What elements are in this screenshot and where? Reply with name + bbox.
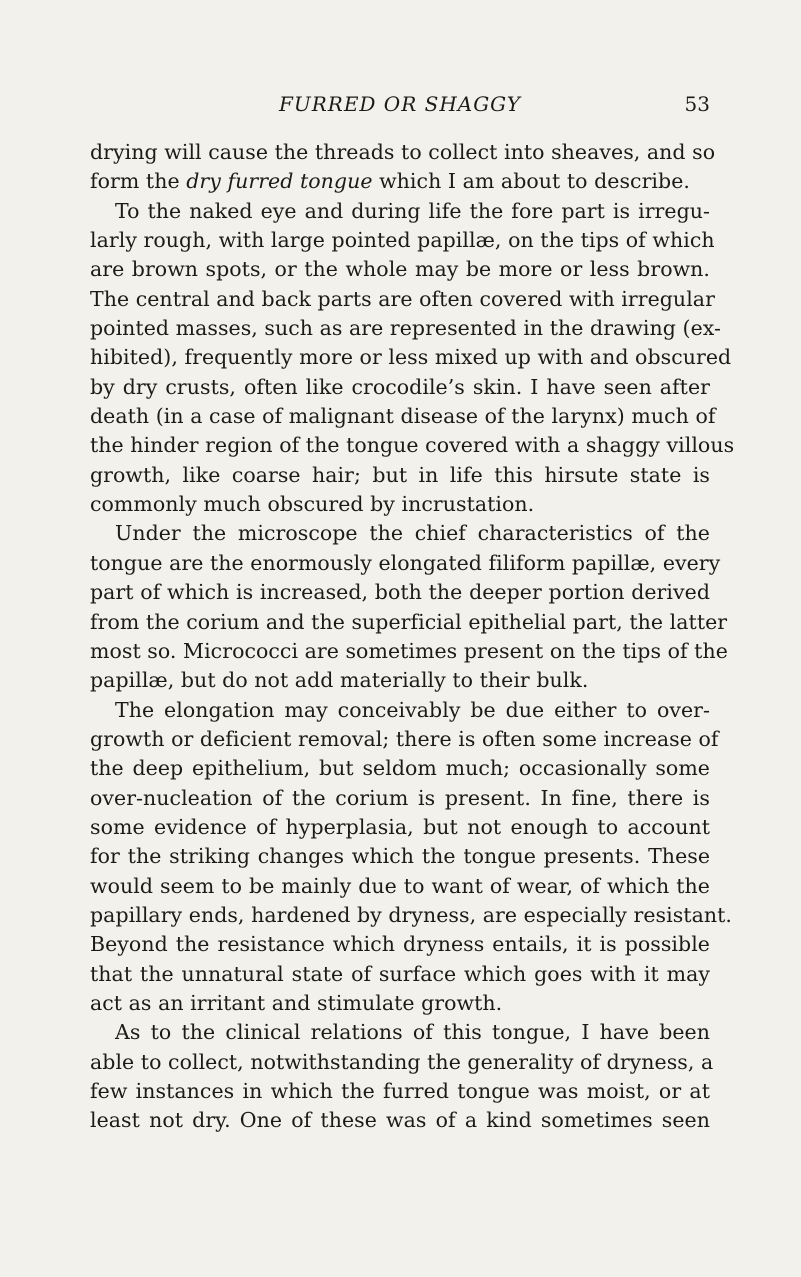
text-line: growth or deficient removal; there is often some increase of xyxy=(90,726,719,751)
text-line: by dry crusts, often like crocodile’s skin. I have seen after xyxy=(90,374,710,399)
text-line: death (in a case of malignant disease of the larynx) much of xyxy=(90,404,716,429)
text-line: for the striking changes which the tongue presents. These xyxy=(90,844,710,869)
body-text xyxy=(90,138,735,1136)
page-number: 53 xyxy=(684,92,710,116)
text-line: papillæ, but do not add materially to their bulk. xyxy=(90,668,589,693)
text-line: As to the clinical relations of this tongue, I have been xyxy=(115,1020,710,1045)
text-line: hibited), frequently more or less mixed up with and obscured xyxy=(90,345,732,370)
text-line: papillary ends, hardened by dryness, are especially resistant. xyxy=(90,902,732,927)
text-line: Beyond the resistance which dryness entails, it is possible xyxy=(90,932,710,957)
text-line: form the dry furred tongue which I am about to describe. xyxy=(90,169,690,194)
running-head xyxy=(90,92,710,122)
text-line: the deep epithelium, but seldom much; occasionally some xyxy=(90,756,710,781)
text-line: Under the microscope the chief characteristics of the xyxy=(115,521,710,546)
text-line: act as an irritant and stimulate growth. xyxy=(90,990,503,1015)
text-line: most so. Micrococci are sometimes present on the tips of the xyxy=(90,638,728,663)
text-line: over-nucleation of the corium is present. In fine, there is xyxy=(90,785,710,810)
text-line: growth, like coarse hair; but in life this hirsute state is xyxy=(90,462,710,487)
text-line: The elongation may conceivably be due either to over- xyxy=(115,697,710,722)
text-line: part of which is increased, both the deeper portion derived xyxy=(90,580,710,605)
text-line: able to collect, notwithstanding the generality of dryness, a xyxy=(90,1049,714,1074)
italic-phrase: dry furred tongue xyxy=(186,169,373,194)
text-line: few instances in which the furred tongue was moist, or at xyxy=(90,1079,710,1103)
text-line: larly rough, with large pointed papillæ, on the tips of which xyxy=(90,228,715,253)
text-line: To the naked eye and during life the fore part is irregu- xyxy=(115,198,710,223)
text-line: the hinder region of the tongue covered with a shaggy villous xyxy=(90,433,735,458)
text-line: least not dry. One of these was of a kind sometimes seen xyxy=(90,1108,710,1133)
text-line: drying will cause the threads to collect into sheaves, and so xyxy=(90,140,716,164)
text-line: The central and back parts are often covered with irregular xyxy=(90,286,715,311)
text-line: are brown spots, or the whole may be more or less brown. xyxy=(90,257,710,282)
text-line: pointed masses, such as are represented in the drawing (ex- xyxy=(90,316,721,341)
text-line: from the corium and the superficial epithelial part, the latter xyxy=(90,609,728,634)
text-line: some evidence of hyperplasia, but not enough to account xyxy=(90,814,710,839)
text-line: that the unnatural state of surface which goes with it may xyxy=(90,961,710,986)
text-line: would seem to be mainly due to want of wear, of which the xyxy=(90,873,710,898)
text-line: commonly much obscured by incrustation. xyxy=(90,492,535,517)
text-line: tongue are the enormously elongated filiform papillæ, every xyxy=(90,550,721,575)
running-title: FURRED OR SHAGGY xyxy=(278,92,522,116)
